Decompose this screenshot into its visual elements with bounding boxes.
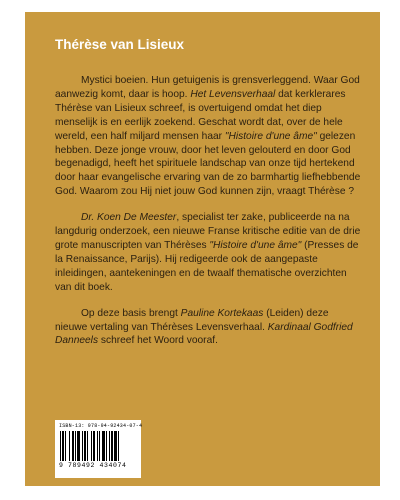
barcode-bars: [59, 431, 137, 461]
paragraph-translation: [55, 307, 363, 349]
text-run: , specialist ter zake, publiceerde na na langdurig onderzoek, een nieuwe Franse kritische editie van de drie grote manuscripten van Thérèses: [55, 212, 361, 251]
text-run: Mystici boeien. Hun getuigenis is grensverleggend. Waar God aanwezig komt, daar is hoop.: [55, 75, 360, 100]
text-run: schreef het Woord vooraf.: [98, 335, 218, 347]
italic-book-title: "Histoire d'une âme": [209, 239, 302, 251]
back-cover: [25, 12, 380, 486]
text-run: Op deze basis brengt: [81, 307, 181, 319]
blurb: [55, 74, 363, 360]
isbn-label: ISBN-13: 978-94-92434-07-4: [59, 423, 143, 429]
book-title: Thérèse van Lisieux: [55, 37, 185, 52]
italic-translator-name: Pauline Kortekaas: [180, 307, 264, 319]
text-run: dat kerklerares Thérèse van Lisieux schreef, is overtuigend omdat het diep menselijk is en eerlijk zoekend. Geschat wordt dat, over de hele wereld, een half miljard mensen haar: [55, 88, 346, 142]
text-run: (Presses de la Renaissance, Parijs). Hij redigeerde ook de aangepaste inleidingen, aantekeningen en de twaalf thematische overzichten van dit boek.: [55, 239, 359, 293]
barcode-digits: 9 789492 434074: [59, 462, 127, 469]
text-run: gelezen hebben. Deze jonge vrouw, door het leven gelouterd en door God begenadigd, heeft het spirituele landschap van onze tijd hertekend door haar evangelische ervaring van de zo barmhartig liefhebbende God. Waarom zou Hij niet jouw God kunnen zijn, vraagt Thérèse ?: [55, 130, 361, 198]
paragraph-intro: [55, 74, 363, 199]
italic-book-title: "Histoire d'une âme": [224, 130, 317, 142]
barcode: [55, 420, 141, 478]
italic-foreword-author: Kardinaal Godfried Danneels: [55, 321, 353, 347]
italic-editor-name: Dr. Koen De Meester: [81, 212, 177, 224]
italic-book-title: Het Levensverhaal: [190, 88, 276, 100]
paragraph-editor: [55, 211, 363, 294]
text-run: (Leiden) deze nieuwe vertaling van Thérèses Levensverhaal.: [55, 307, 329, 333]
